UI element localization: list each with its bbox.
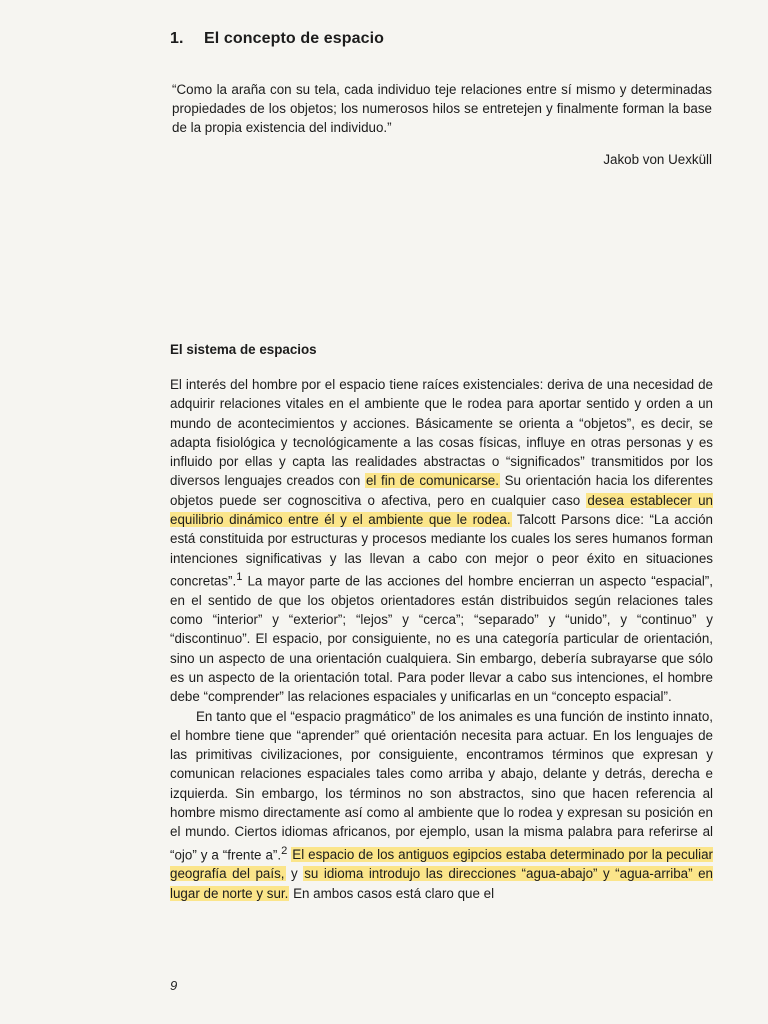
epigraph-quote: “Como la araña con su tela, cada individuo teje relaciones entre sí mismo y determinadas propiedades de los objetos; los numerosos hilos se entretejen y finalmente forman la base de la propia existencia del individuo.”: [172, 82, 712, 135]
paragraph-1: [170, 375, 713, 707]
body-text: [170, 375, 713, 903]
chapter-title-text: El concepto de espacio: [204, 30, 385, 47]
p2-text-1: En tanto que el “espacio pragmático” de los animales es una función de instinto innato, el hombre tiene que “aprender” qué orientación necesita para actuar. En los lenguajes de las primitivas civilizaciones, por consiguiente, encontramos términos que expresan y comunican relaciones espaciales tales como arriba y abajo, delante y detrás, derecha e izquierda. Sin embargo, los términos no son abstractos, sino que hacen referencia al hombre mismo directamente así como al ambiente que lo rodea y expresan su posición en el mundo. Ciertos idiomas africanos, por ejemplo, usan la misma palabra para referirse al “ojo” y a “frente a”.: [170, 708, 713, 863]
p2-text-2: y: [285, 866, 304, 882]
page-number: 9: [170, 978, 178, 993]
p1-text-2: Su orientación hacia los diferentes objetos puede ser cognoscitiva o afectiva, pero en cualquier caso: [170, 473, 713, 508]
footnote-ref-1: 1: [236, 570, 243, 583]
section-heading: El sistema de espacios: [170, 342, 317, 357]
paragraph-2: [170, 707, 713, 903]
chapter-title: [170, 30, 384, 48]
p2-text-3: En ambos casos está claro que el: [289, 885, 495, 901]
p1-text-1: El interés del hombre por el espacio tiene raíces existenciales: deriva de una necesidad de adquirir relaciones vitales en el ambiente que le rodea para aportar sentido y orden a un mundo de acontecimientos y acciones. Básicamente se orienta a “objetos”, es decir, se adapta fisiológica y tecnológicamente a las cosas físicas, influye en otras personas y es influido por ellas y capta las realidades abstractas o “significados” transmitidos por los diversos lenguajes creados con: [170, 377, 713, 489]
highlight-2: desea establecer un equilibrio dinámico entre él y el ambiente que le rodea.: [170, 492, 713, 528]
chapter-number: 1.: [170, 30, 184, 47]
p1-text-4: La mayor parte de las acciones del hombre encierran un aspecto “espacial”, en el sentido de que los objetos orientadores están distribuidos según relaciones tales como “interior” y “exterior”; “lejos” y “cerca”; “separado” y “unido”, y “continuo” y “discontinuo”. El espacio, por consiguiente, no es una categoría particular de orientación, sino un aspecto de una orientación cualquiera. Sin embargo, debería subrayarse que sólo es un aspecto de la orientación total. Para poder llevar a cabo sus intenciones, el hombre debe “comprender” las relaciones espaciales y unificarlas en un “concepto espacial”.: [170, 573, 713, 705]
highlight-3: El espacio de los antiguos egipcios estaba determinado por la peculiar geografía del país,: [170, 847, 713, 882]
footnote-ref-2: 2: [281, 844, 288, 857]
highlight-1: el fin de comunicarse.: [365, 473, 499, 489]
highlight-4: su idioma introdujo las direcciones “agua-abajo” y “agua-arriba” en lugar de norte y sur.: [170, 866, 713, 901]
epigraph-author: Jakob von Uexküll: [603, 152, 712, 167]
p1-text-3: Talcott Parsons dice: “La acción está constituida por estructuras y procesos mediante los cuales los seres humanos forman intenciones significativas y las llevan a cabo con mejor o peor éxito en situaciones concretas”.: [170, 512, 714, 589]
